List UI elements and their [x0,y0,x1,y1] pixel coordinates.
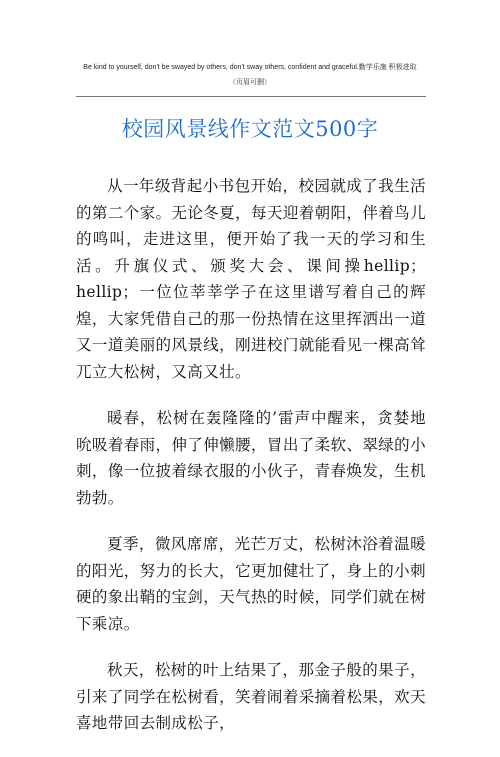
document-title: 校园风景线作文范文500字 [121,117,379,141]
paragraph-1: 从一年级背起小书包开始，校园就成了我生活的第二个家。无论冬夏，每天迎着朝阳，伴着鸟儿的鸣叫，走进这里，便开始了我一天的学习和生活。升旗仪式、颁奖大会、课间操hellip；hellip；一位位莘莘学子在这里谱写着自己的辉煌，大家凭借自己的那一份热情在这里挥洒出一道又一道美丽的风景线，刚进校门就能看见一棵高耸兀立大松树，又高又壮。 [76,177,426,381]
paragraph-2: 暖春，松树在轰隆隆的’雷声中醒来，贪婪地吮吸着春雨，伸了伸懒腰，冒出了柔软、翠绿的小刺，像一位披着绿衣服的小伙子，青春焕发，生机勃勃。 [76,409,426,507]
header-motto: Be kind to yourself, don't be swayed by others, don't sway others, confident and graceful.勤学乐施 积极进取 [83,64,417,71]
paragraph-4: 秋天，松树的叶上结果了，那金子般的果子，引来了同学在松树看，笑着闹着采摘着松果，欢天喜地带回去制成松子， [76,661,426,732]
header-divider [76,96,426,97]
header-note: （页眉可删） [229,78,271,86]
document-body [76,173,426,757]
paragraph-3: 夏季，微风席席，光芒万丈，松树沐浴着温暖的阳光，努力的长大，它更加健壮了，身上的小刺硬的象出鞘的宝剑，天气热的时候，同学们就在树下乘凉。 [76,535,426,633]
